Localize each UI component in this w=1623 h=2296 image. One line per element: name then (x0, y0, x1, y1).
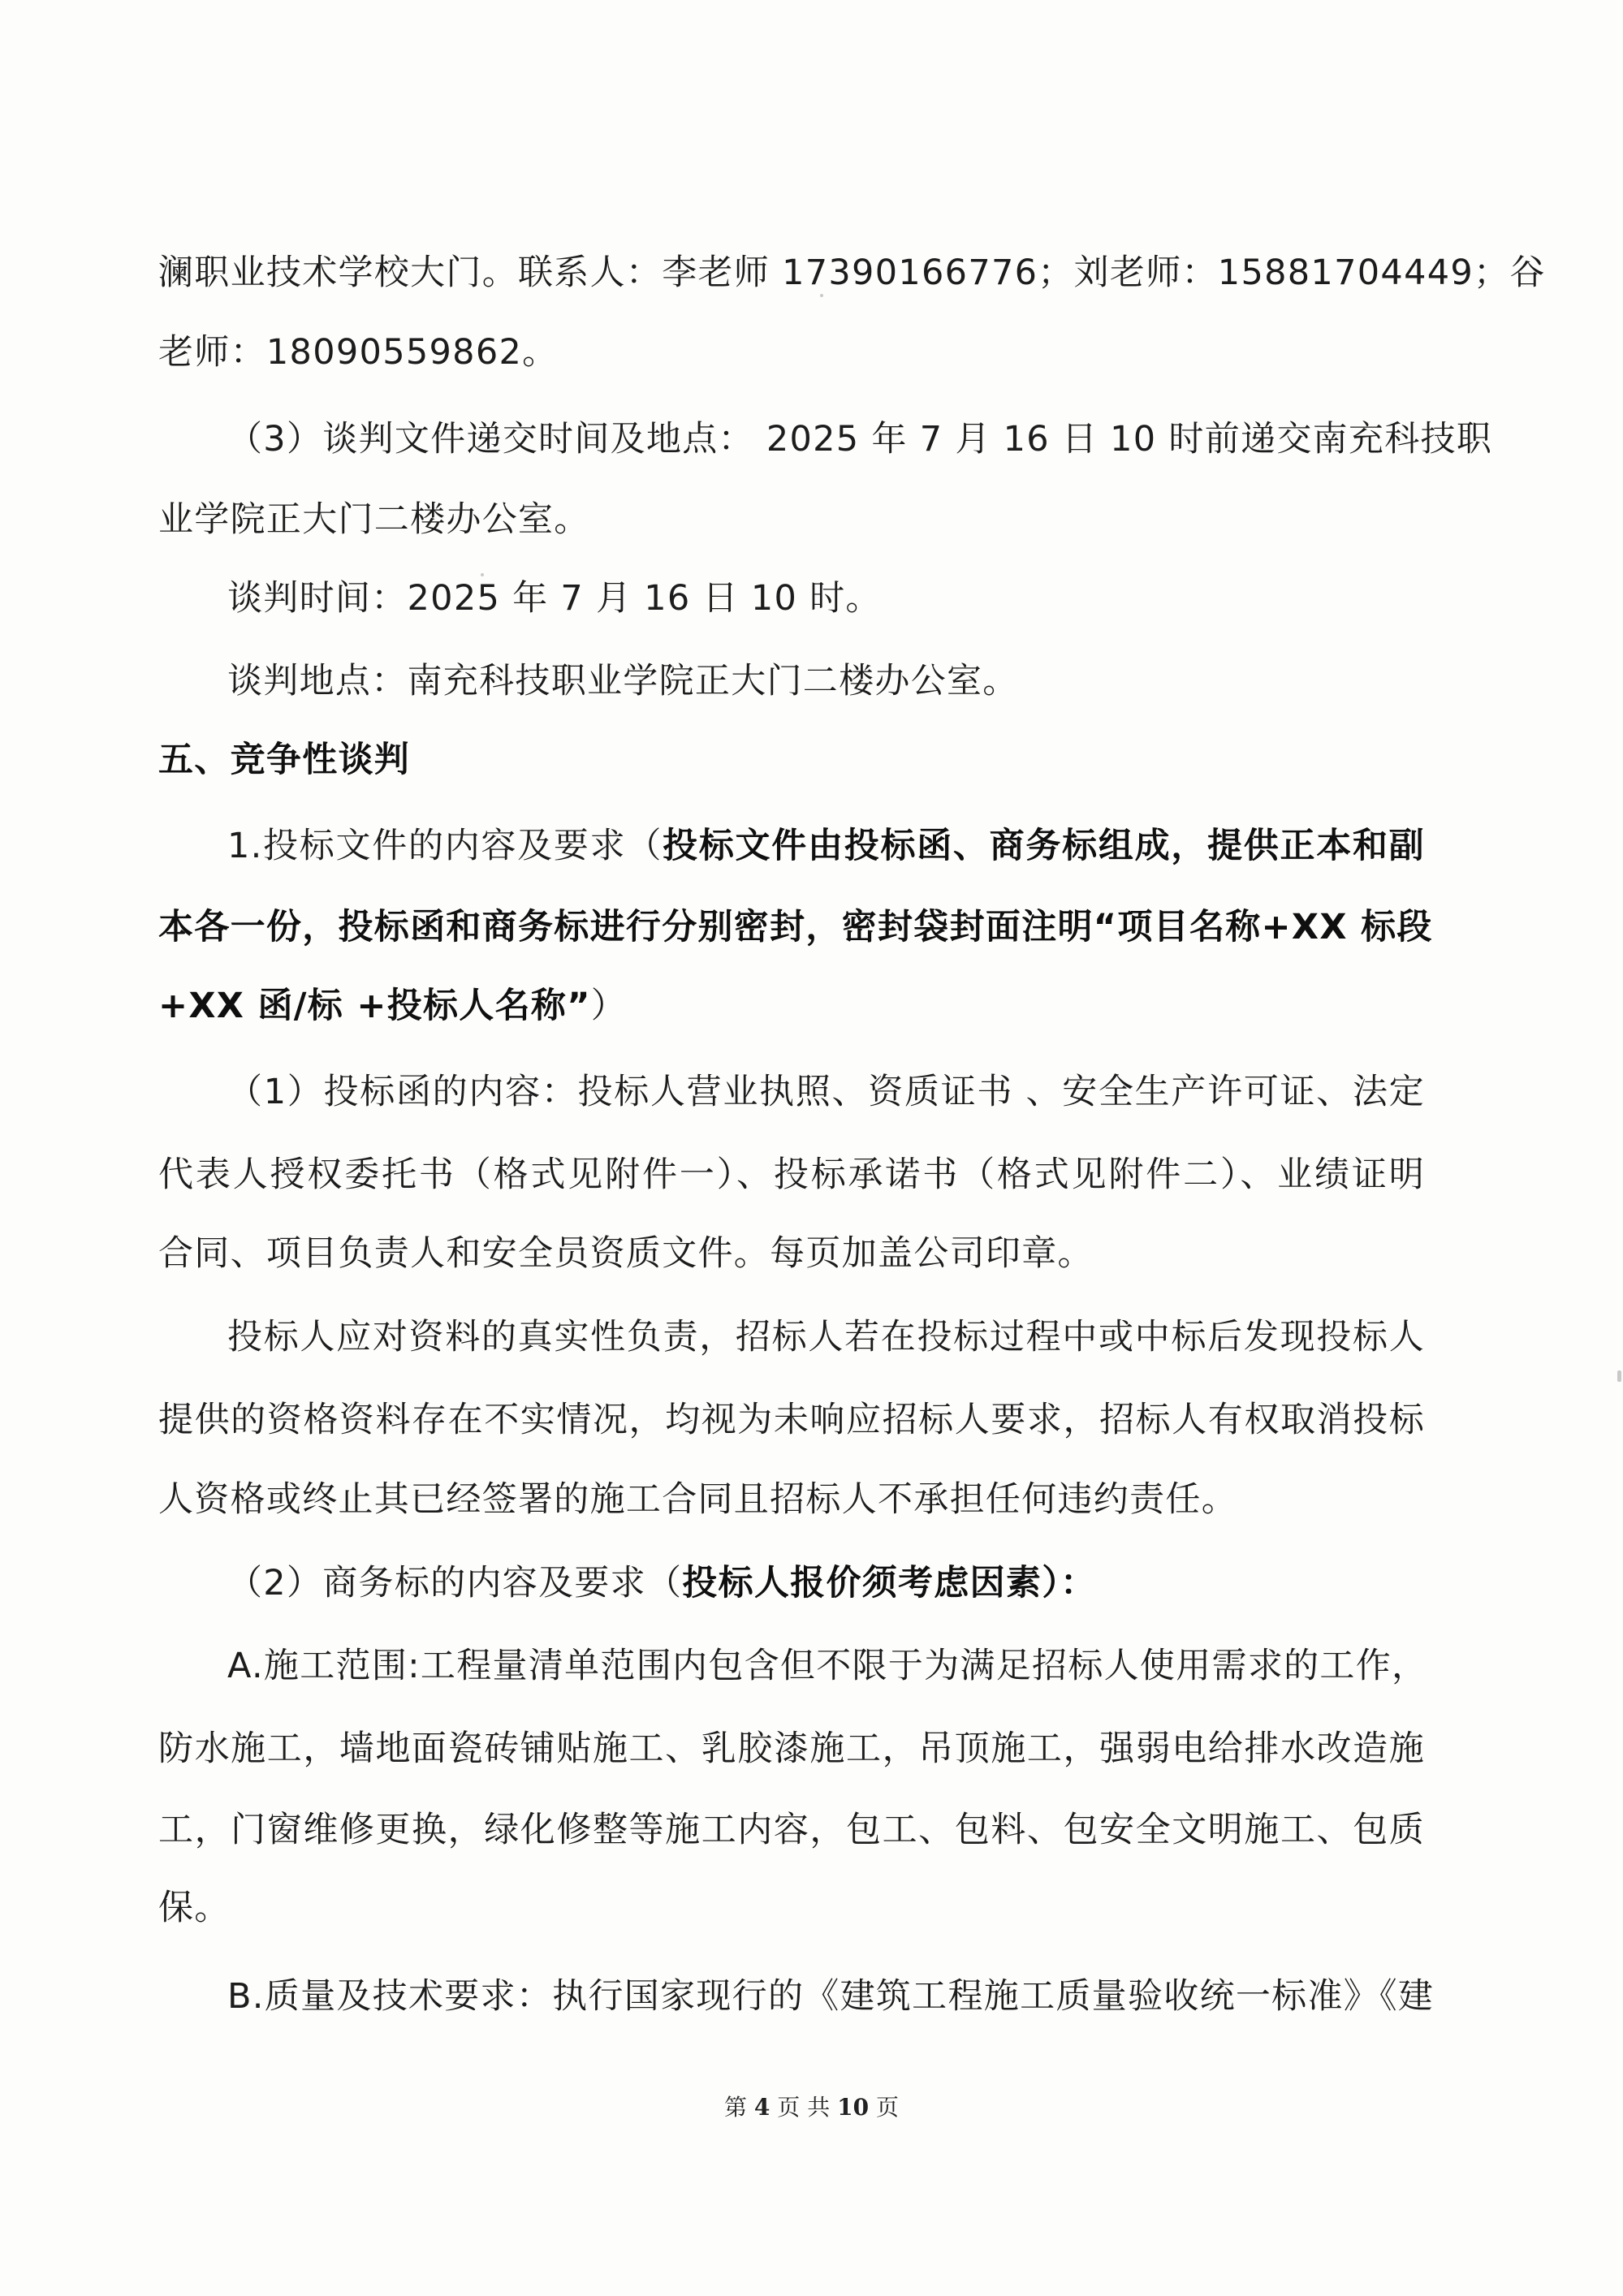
text-line-12: 代表人授权委托书（格式见附件一）、投标承诺书（格式见附件二）、业绩证明 (158, 1154, 1425, 1195)
scan-speck (481, 573, 484, 576)
scan-speck (820, 294, 823, 297)
text-line-10 (158, 983, 1425, 1029)
text-line-5: 谈判时间：2025 年 7 月 16 日 10 时。 (227, 578, 882, 619)
text-line-20: 工，门窗维修更换，绿化修整等施工内容，包工、包料、包安全文明施工、包质 (158, 1810, 1425, 1850)
page-footer (0, 2093, 1623, 2122)
footer-suffix: 页 (875, 2094, 899, 2121)
text-line-17-bold: 投标人报价须考虑因素）： (682, 1563, 1097, 1603)
text-line-17 (227, 1560, 1425, 1606)
footer-total-pages: 10 (837, 2094, 870, 2121)
text-line-8-bold: 投标文件由投标函、商务标组成，提供正本和副 (663, 826, 1425, 866)
text-line-19: 防水施工，墙地面瓷砖铺贴施工、乳胶漆施工，吊顶施工，强弱电给排水改造施 (158, 1728, 1425, 1769)
text-line-10-normal: ） (590, 986, 628, 1026)
text-line-21: 保。 (158, 1888, 231, 1928)
text-line-8-normal: 1.投标文件的内容及要求（ (227, 826, 663, 866)
text-line-3: （3）谈判文件递交时间及地点： 2025 年 7 月 16 日 10 时前递交南充科技职 (227, 419, 1493, 460)
text-line-13: 合同、项目负责人和安全员资质文件。每页加盖公司印章。 (158, 1233, 1094, 1274)
text-line-17-normal: （2）商务标的内容及要求（ (227, 1563, 683, 1603)
scan-edge-mark (1617, 1370, 1621, 1382)
text-line-1: 澜职业技术学校大门。联系人：李老师 17390166776；刘老师：15881704449；谷 (158, 252, 1546, 293)
section-heading: 五、竞争性谈判 (158, 740, 411, 780)
text-line-4: 业学院正大门二楼办公室。 (158, 499, 590, 540)
text-line-22: B.质量及技术要求：执行国家现行的《建筑工程施工质量验收统一标准》《建 (227, 1976, 1435, 2017)
text-line-9: 本各一份，投标函和商务标进行分别密封，密封袋封面注明“项目名称+XX 标段 (158, 907, 1433, 947)
text-line-16: 人资格或终止其已经签署的施工合同且招标人不承担任何违约责任。 (158, 1479, 1237, 1520)
text-line-14: 投标人应对资料的真实性负责，招标人若在投标过程中或中标后发现投标人 (227, 1317, 1425, 1357)
footer-current-page: 4 (753, 2094, 770, 2121)
text-line-10-bold: +XX 函/标 +投标人名称” (158, 986, 591, 1026)
text-line-8 (227, 823, 1425, 869)
text-line-6: 谈判地点：南充科技职业学院正大门二楼办公室。 (227, 661, 1019, 701)
footer-middle: 页 共 (777, 2094, 831, 2121)
text-line-2: 老师：18090559862。 (158, 332, 559, 373)
text-line-18: A.施工范围:工程量清单范围内包含但不限于为满足招标人使用需求的工作， (227, 1646, 1428, 1686)
text-line-15: 提供的资格资料存在不实情况，均视为未响应招标人要求，招标人有权取消投标 (158, 1400, 1425, 1440)
text-line-11: （1）投标函的内容：投标人营业执照、资质证书 、安全生产许可证、法定 (227, 1072, 1425, 1112)
footer-prefix: 第 (723, 2094, 747, 2121)
